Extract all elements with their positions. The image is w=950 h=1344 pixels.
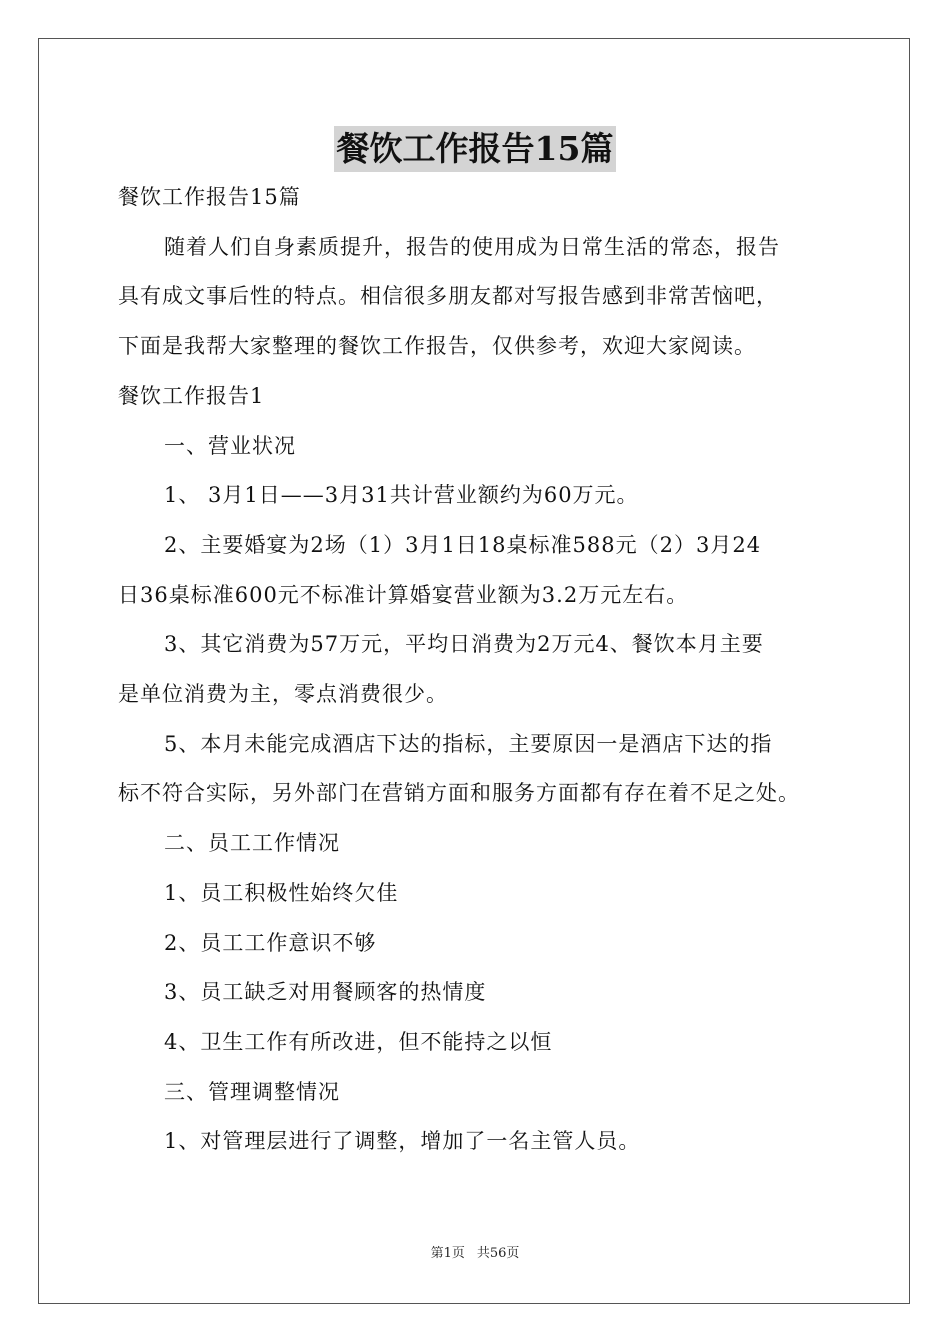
document-title: 餐饮工作报告15篇 xyxy=(334,126,617,172)
page-total: 共56页 xyxy=(476,1246,520,1261)
text-line: 2、员工工作意识不够 xyxy=(164,930,377,955)
text-line: 1、对管理层进行了调整，增加了一名主管人员。 xyxy=(164,1129,641,1154)
text-line: 随着人们自身素质提升，报告的使用成为日常生活的常态，报告 xyxy=(164,234,780,259)
text-line: 标不符合实际，另外部门在营销方面和服务方面都有存在着不足之处。 xyxy=(118,781,800,806)
text-line: 餐饮工作报告1 xyxy=(118,383,265,408)
page-number: 第1页 xyxy=(430,1246,465,1261)
text-line: 三、管理调整情况 xyxy=(164,1079,340,1104)
text-line: 是单位消费为主，零点消费很少。 xyxy=(118,682,448,707)
text-line: 一、营业状况 xyxy=(164,433,296,458)
title-container xyxy=(0,126,950,172)
text-line: 下面是我帮大家整理的餐饮工作报告，仅供参考，欢迎大家阅读。 xyxy=(118,334,756,359)
text-line: 1、员工积极性始终欠佳 xyxy=(164,880,399,905)
text-line: 具有成文事后性的特点。相信很多朋友都对写报告感到非常苦恼吧， xyxy=(118,284,778,309)
text-line: 2、主要婚宴为2场（1）3月1日18桌标准588元（2）3月24 xyxy=(164,532,762,557)
text-line: 日36桌标准600元不标准计算婚宴营业额为3.2万元左右。 xyxy=(118,582,689,607)
text-line: 餐饮工作报告15篇 xyxy=(118,185,301,209)
text-line: 3、其它消费为57万元，平均日消费为2万元4、餐饮本月主要 xyxy=(164,632,764,657)
text-line: 1、 3月1日——3月31共计营业额约为60万元。 xyxy=(164,483,639,508)
text-line: 3、员工缺乏对用餐顾客的热情度 xyxy=(164,980,487,1005)
document-body xyxy=(118,173,834,1167)
text-line: 4、卫生工作有所改进，但不能持之以恒 xyxy=(164,1029,553,1054)
page-footer xyxy=(0,1244,950,1264)
text-line: 5、本月未能完成酒店下达的指标，主要原因一是酒店下达的指 xyxy=(164,731,773,756)
text-line: 二、员工工作情况 xyxy=(164,831,340,856)
